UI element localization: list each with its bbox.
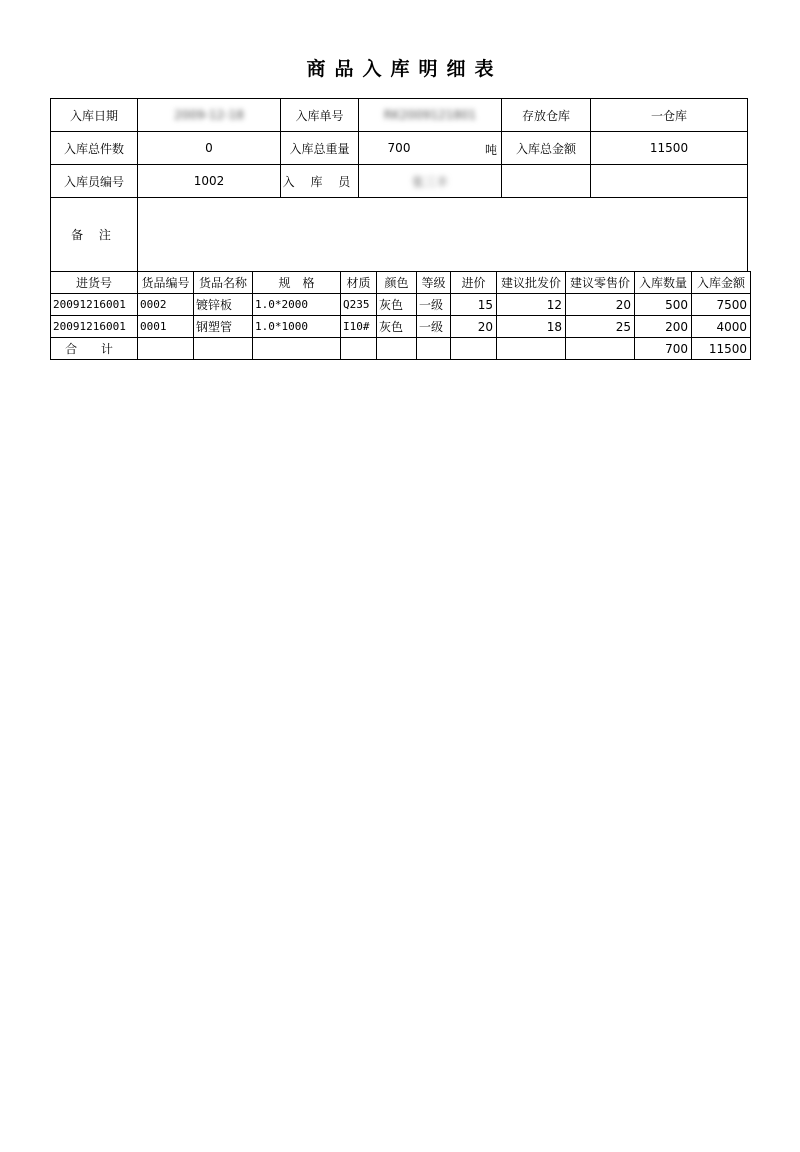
- total-empty-cell: [253, 338, 341, 360]
- amount-cell: 7500: [692, 294, 751, 316]
- col-header-grade: 等级: [417, 272, 451, 294]
- wholesale-cell: 18: [497, 316, 566, 338]
- total-row: [51, 338, 751, 360]
- clerk-id-value: 1002: [138, 165, 281, 198]
- col-header-spec: 规 格: [253, 272, 341, 294]
- cost-cell: 15: [451, 294, 497, 316]
- header-row-2: [51, 132, 748, 165]
- page-title: 商品入库明细表: [306, 58, 503, 80]
- total-amount-value: 11500: [591, 132, 748, 165]
- amount-cell: 4000: [692, 316, 751, 338]
- col-header-color: 颜色: [377, 272, 417, 294]
- total-empty-cell: [417, 338, 451, 360]
- purchase-no-cell: 20091216001: [51, 316, 138, 338]
- grade-cell: 一级: [417, 316, 451, 338]
- retail-cell: 25: [566, 316, 635, 338]
- clerk-id-label: 入库员编号: [51, 165, 138, 198]
- header-row-3: [51, 165, 748, 198]
- order-no-value-text: RK2009121801: [383, 108, 477, 122]
- warehouse-label: 存放仓库: [502, 99, 591, 132]
- item-name-cell: 钢塑管: [194, 316, 253, 338]
- clerk-value: [359, 165, 502, 198]
- header-info-table: [50, 98, 748, 272]
- clerk-label: 入 库 员: [281, 165, 359, 198]
- item-code-cell: 0002: [138, 294, 194, 316]
- col-header-qty: 入库数量: [635, 272, 692, 294]
- qty-cell: 500: [635, 294, 692, 316]
- col-header-purchase-no: 进货号: [51, 272, 138, 294]
- total-label: 合 计: [51, 338, 138, 360]
- total-weight-value: [359, 132, 502, 165]
- detail-table: [50, 271, 751, 360]
- grade-cell: 一级: [417, 294, 451, 316]
- date-label: 入库日期: [51, 99, 138, 132]
- clerk-value-text: 张三丰: [411, 174, 448, 189]
- detail-header-row: [51, 272, 751, 294]
- warehouse-value: 一仓库: [591, 99, 748, 132]
- col-header-cost: 进价: [451, 272, 497, 294]
- total-empty-cell: [497, 338, 566, 360]
- remark-value: [138, 198, 748, 272]
- item-code-cell: 0001: [138, 316, 194, 338]
- table-row: [51, 316, 751, 338]
- total-weight-label: 入库总重量: [281, 132, 359, 165]
- total-amount-label: 入库总金额: [502, 132, 591, 165]
- remark-label: 备 注: [51, 198, 138, 272]
- col-header-retail: 建议零售价: [566, 272, 635, 294]
- date-value-text: 2009-12-18: [174, 108, 244, 122]
- total-empty-cell: [341, 338, 377, 360]
- total-empty-cell: [451, 338, 497, 360]
- empty-cell-2: [591, 165, 748, 198]
- wholesale-cell: 12: [497, 294, 566, 316]
- color-cell: 灰色: [377, 294, 417, 316]
- purchase-no-cell: 20091216001: [51, 294, 138, 316]
- cost-cell: 20: [451, 316, 497, 338]
- table-row: [51, 294, 751, 316]
- col-header-wholesale: 建议批发价: [497, 272, 566, 294]
- order-no-label: 入库单号: [281, 99, 359, 132]
- item-name-cell: 镀锌板: [194, 294, 253, 316]
- total-empty-cell: [566, 338, 635, 360]
- empty-cell-1: [502, 165, 591, 198]
- material-cell: Q235: [341, 294, 377, 316]
- col-header-material: 材质: [341, 272, 377, 294]
- color-cell: 灰色: [377, 316, 417, 338]
- total-weight-wrap: [359, 132, 501, 164]
- total-empty-cell: [377, 338, 417, 360]
- material-cell: I10#: [341, 316, 377, 338]
- total-weight-number: 700: [387, 141, 411, 155]
- total-pieces-label: 入库总件数: [51, 132, 138, 165]
- order-no-value: [359, 99, 502, 132]
- total-qty-cell: 700: [635, 338, 692, 360]
- total-weight-unit: 吨: [485, 143, 498, 157]
- col-header-item-name: 货品名称: [194, 272, 253, 294]
- header-row-1: [51, 99, 748, 132]
- spec-cell: 1.0*1000: [253, 316, 341, 338]
- total-pieces-value: 0: [138, 132, 281, 165]
- header-row-remark: [51, 198, 748, 272]
- total-amount-cell: 11500: [692, 338, 751, 360]
- retail-cell: 20: [566, 294, 635, 316]
- total-empty-cell: [194, 338, 253, 360]
- col-header-item-code: 货品编号: [138, 272, 194, 294]
- date-value: [138, 99, 281, 132]
- qty-cell: 200: [635, 316, 692, 338]
- col-header-amount: 入库金额: [692, 272, 751, 294]
- total-empty-cell: [138, 338, 194, 360]
- spec-cell: 1.0*2000: [253, 294, 341, 316]
